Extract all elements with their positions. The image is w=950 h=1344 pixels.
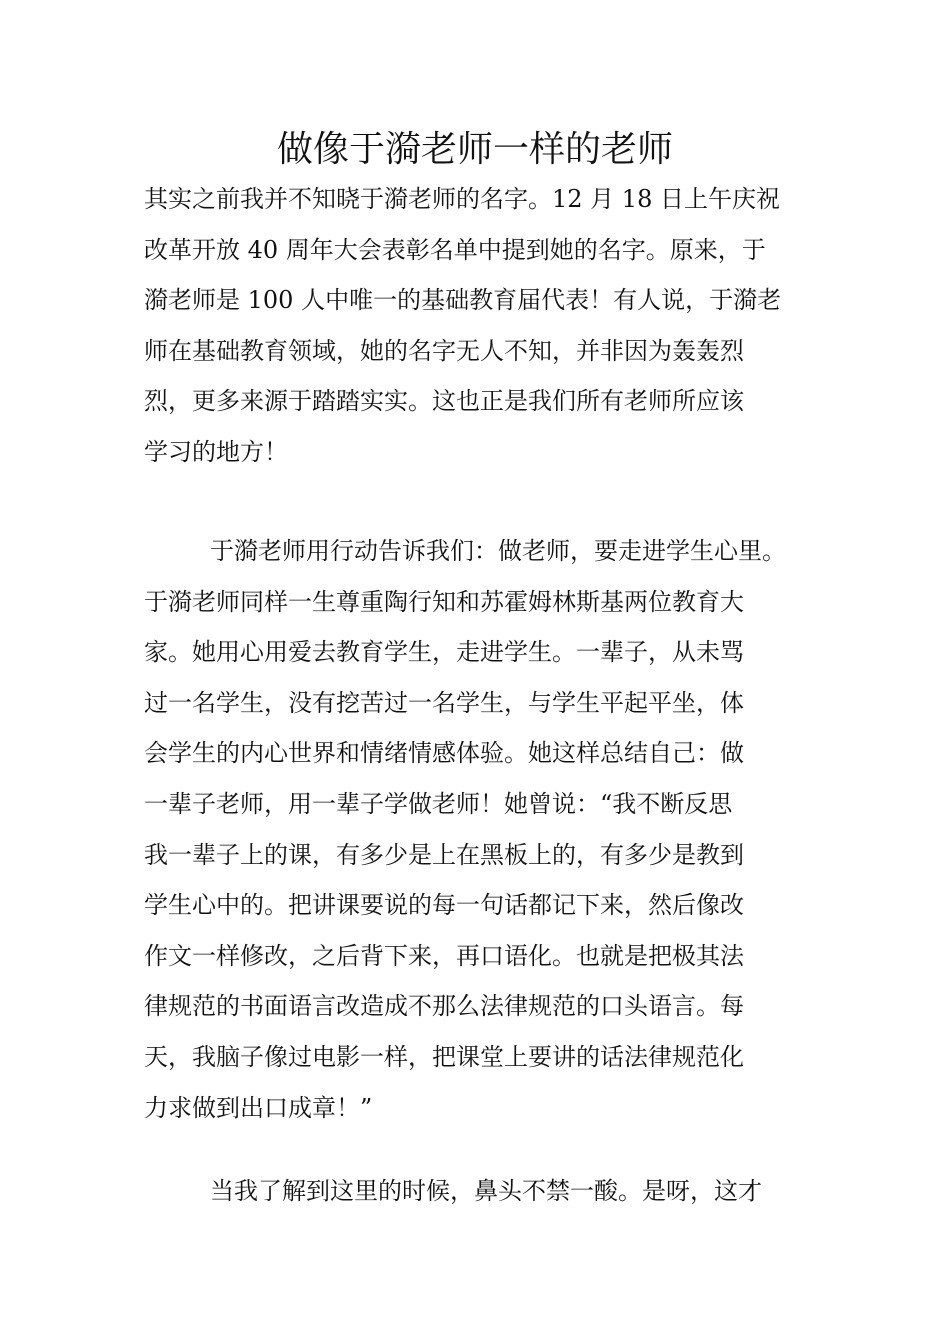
paragraph-line: 改革开放 40 周年大会表彰名单中提到她的名字。原来，于	[144, 235, 766, 264]
paragraph-2	[144, 526, 810, 1133]
paragraph-line: 于漪老师用行动告诉我们：做老师，要走进学生心里。	[210, 537, 786, 565]
paragraph-line: 一辈子老师，用一辈子学做老师！她曾说：“我不断反思	[144, 789, 733, 818]
paragraph-line: 学习的地方！	[144, 437, 288, 466]
paragraph-line: 作文一样修改，之后背下来，再口语化。也就是把极其法	[144, 941, 744, 970]
paragraph-line: 过一名学生，没有挖苦过一名学生，与学生平起平坐，体	[144, 688, 744, 717]
paragraph-line: 律规范的书面语言改造成不那么法律规范的口头语言。每	[144, 992, 744, 1021]
paragraph-line: 会学生的内心世界和情绪情感体验。她这样总结自己：做	[144, 739, 744, 768]
paragraph-line: 漪老师是 100 人中唯一的基础教育届代表！有人说，于漪老	[144, 286, 782, 315]
paragraph-3	[144, 1166, 810, 1217]
paragraph-line: 当我了解到这里的时候，鼻头不禁一酸。是呀，这才	[210, 1177, 762, 1205]
paragraph-line: 其实之前我并不知晓于漪老师的名字。12 月 18 日上午庆祝	[144, 185, 780, 213]
paragraph-line: 我一辈子上的课，有多少是上在黑板上的，有多少是教到	[144, 840, 744, 869]
document-title: 做像于漪老师一样的老师	[276, 129, 673, 170]
paragraph-line: 天，我脑子像过电影一样，把课堂上要讲的话法律规范化	[144, 1042, 744, 1071]
paragraph-line: 力求做到出口成章！”	[144, 1093, 373, 1122]
paragraph-line: 家。她用心用爱去教育学生，走进学生。一辈子，从未骂	[144, 638, 744, 667]
paragraph-1	[144, 174, 810, 478]
paragraph-line: 学生心中的。把讲课要说的每一句话都记下来，然后像改	[144, 891, 744, 920]
paragraph-line: 于漪老师同样一生尊重陶行知和苏霍姆林斯基两位教育大	[144, 587, 744, 616]
paragraph-line: 烈，更多来源于踏踏实实。这也正是我们所有老师所应该	[144, 387, 744, 416]
paragraph-line: 师在基础教育领域，她的名字无人不知，并非因为轰轰烈	[144, 336, 744, 365]
